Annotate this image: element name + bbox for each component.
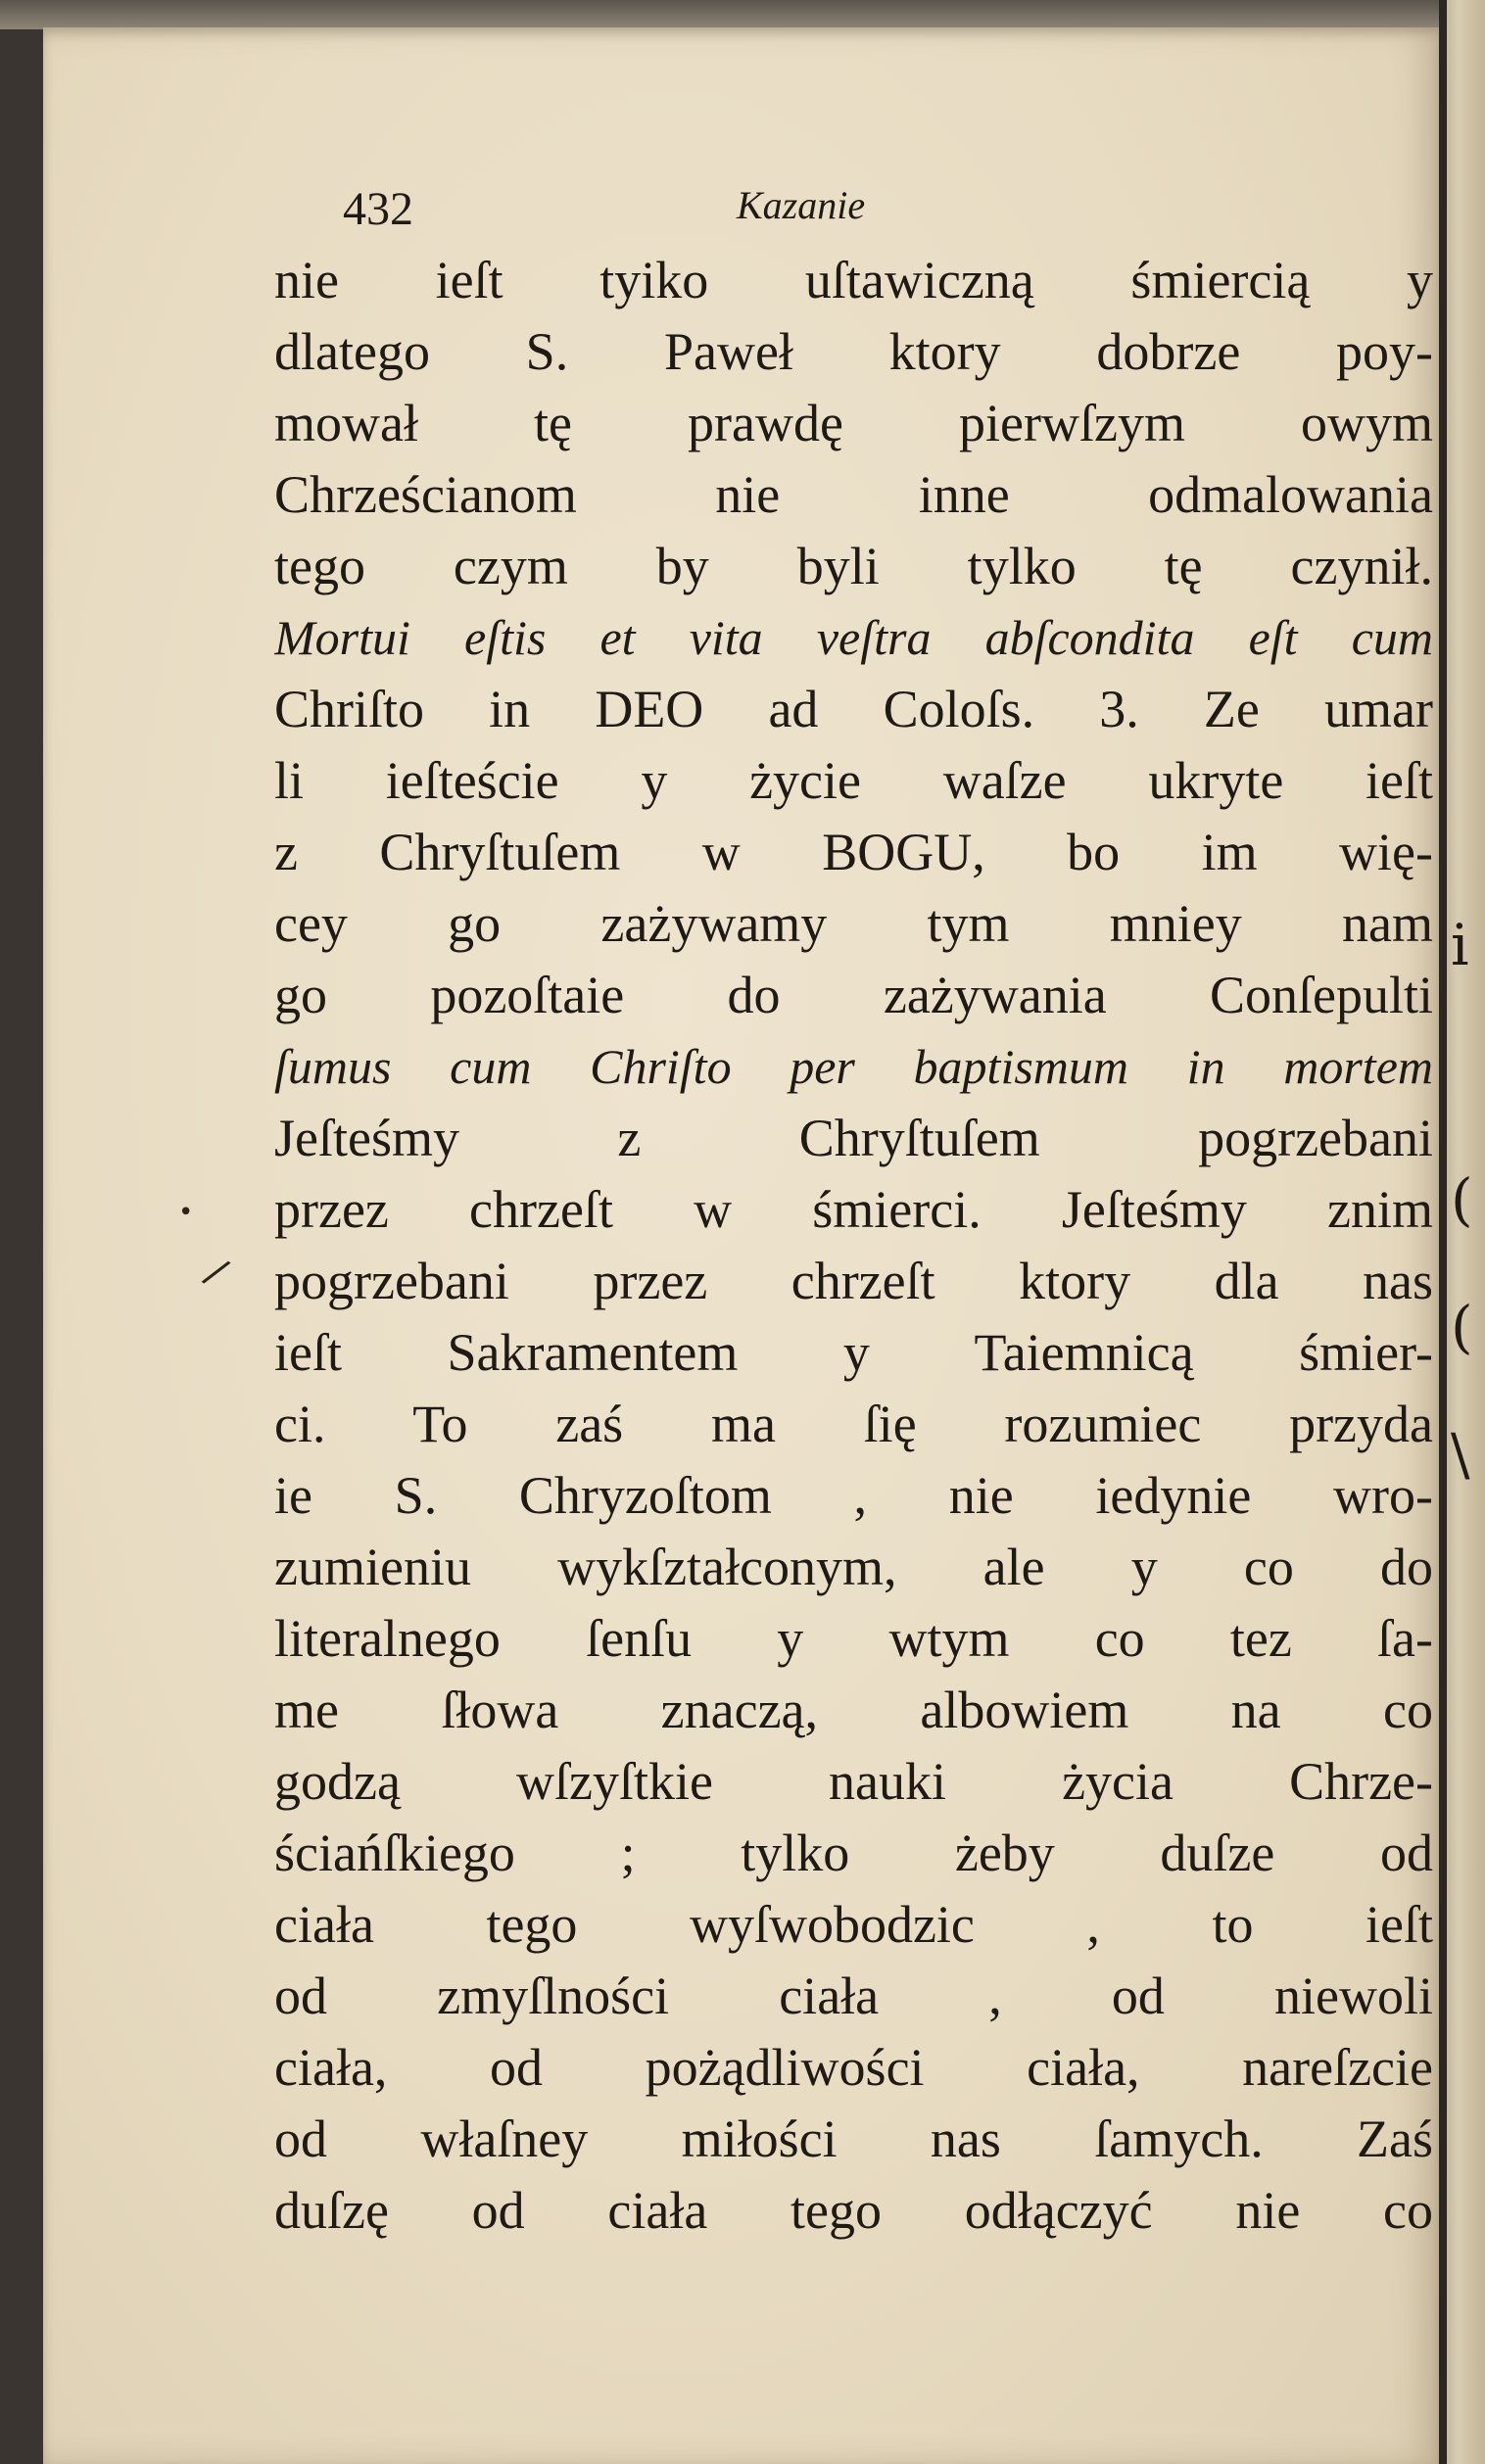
book-page: [43, 27, 1439, 2464]
text-line: nie ieſt tyiko uſtawiczną śmiercią y: [274, 251, 1433, 309]
latin-quote-line: ſumus cum Chriſto per baptismum in mortem: [274, 1039, 1433, 1094]
text-line: go pozoſtaie do zażywania Conſepulti: [274, 966, 1433, 1024]
running-head: Kazanie: [737, 183, 866, 227]
facing-page-edge: [1439, 0, 1485, 2464]
page-number: 432: [343, 183, 413, 235]
text-line: ciała tego wyſwobodzic , to ieſt: [274, 1895, 1433, 1954]
text-line: cey go zażywamy tym mniey nam: [274, 894, 1433, 953]
text-line: ieſt Sakramentem y Taiemnicą śmier-: [274, 1323, 1433, 1382]
text-line: zumieniu wykſztałconym, ale y co do: [274, 1538, 1433, 1596]
text-line: ci. To zaś ma ſię rozumiec przyda: [274, 1395, 1433, 1453]
text-line: duſzę od ciała tego odłączyć nie co: [274, 2181, 1433, 2240]
latin-quote-line: Mortui eſtis et vita veſtra abſcondita eſt cum: [274, 610, 1433, 665]
scan-top-edge: [0, 0, 1485, 29]
text-line: godzą wſzyſtkie nauki życia Chrze-: [274, 1752, 1433, 1811]
text-line: ie S. Chryzoſtom , nie iedynie wro-: [274, 1466, 1433, 1525]
ink-speck: •: [178, 1198, 194, 1227]
text-line: li ieſteście y życie waſze ukryte ieſt: [274, 751, 1433, 810]
gutter-shadow: [1439, 0, 1447, 2464]
text-line: przez chrzeſt w śmierci. Jeſteśmy znim: [274, 1180, 1433, 1239]
text-line: mował tę prawdę pierwſzym owym: [274, 394, 1433, 452]
text-line: pogrzebani przez chrzeſt ktory dla nas: [274, 1252, 1433, 1310]
text-line: Chriſto in DEO ad Coloſs. 3. Ze umar: [274, 680, 1433, 738]
text-line: z Chryſtuſem w BOGU, bo im wię-: [274, 823, 1433, 881]
text-line: dlatego S. Paweł ktory dobrze poy-: [274, 322, 1433, 381]
text-line: Jeſteśmy z Chryſtuſem pogrzebani: [274, 1109, 1433, 1167]
text-line: Chrześcianom nie inne odmalowania: [274, 465, 1433, 524]
page-header: [43, 182, 1439, 241]
text-line: me ſłowa znaczą, albowiem na co: [274, 1681, 1433, 1739]
facing-page-fragment: i ( ( \: [1451, 912, 1473, 1488]
ink-scratch: /: [198, 1250, 235, 1295]
text-line: od właſney miłości nas ſamych. Zaś: [274, 2109, 1433, 2168]
text-line: literalnego ſenſu y wtym co tez ſa-: [274, 1609, 1433, 1668]
text-line: ściańſkiego ; tylko żeby duſze od: [274, 1824, 1433, 1882]
text-line: ciała, od pożądliwości ciała, nareſzcie: [274, 2038, 1433, 2097]
text-line: od zmyſlności ciała , od niewoli: [274, 1966, 1433, 2025]
sermon-text: [274, 245, 1433, 2247]
text-line: tego czym by byli tylko tę czynił.: [274, 537, 1433, 595]
